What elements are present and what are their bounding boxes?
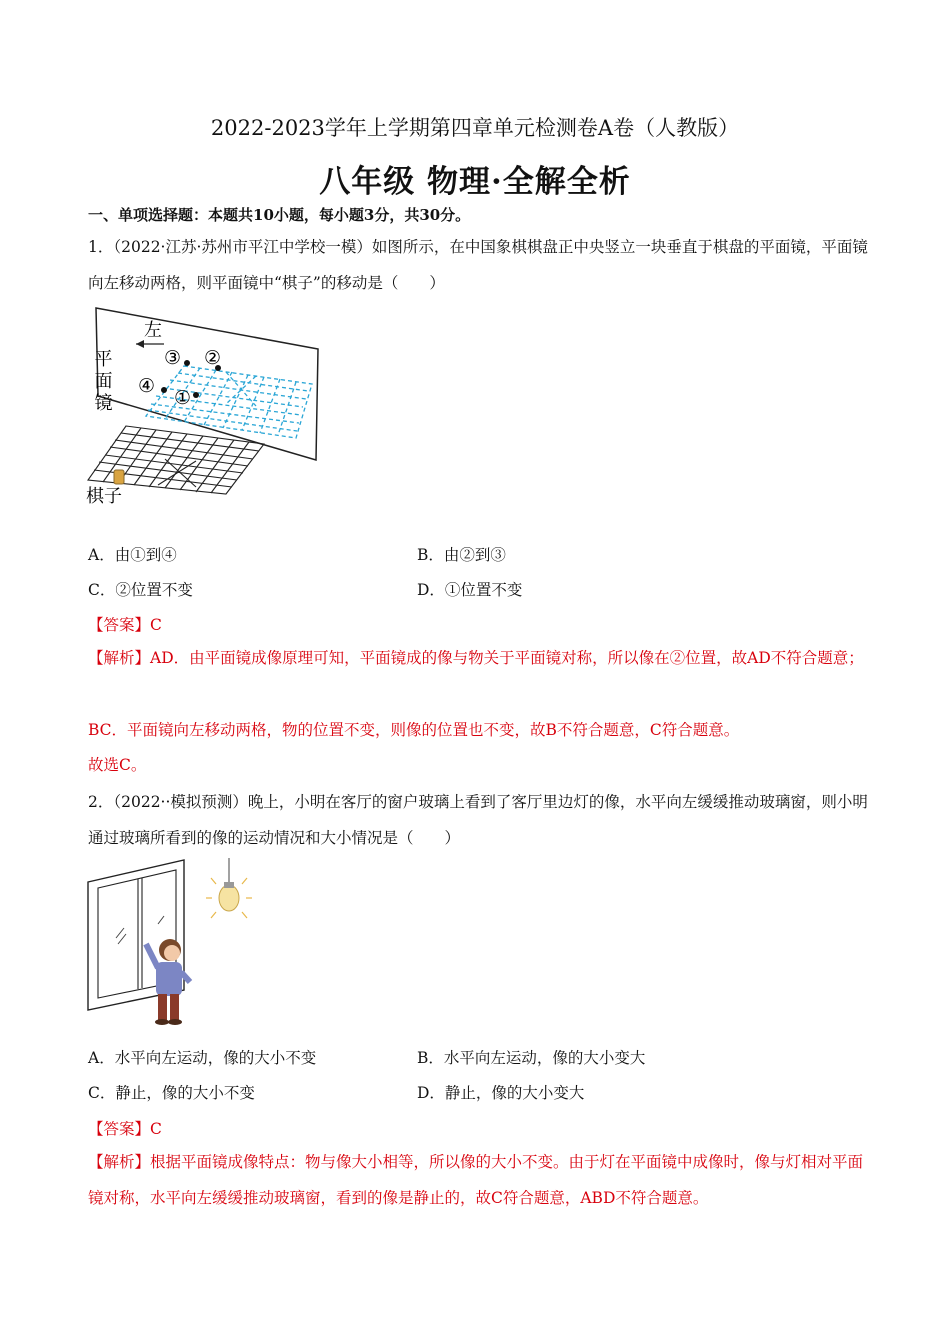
lamp-bulb-icon <box>219 885 239 911</box>
chess-piece-icon <box>114 470 124 484</box>
mirror-label: 平面镜 <box>91 349 113 415</box>
q2-answer: 【答案】C <box>88 1120 162 1138</box>
marker-4: ④ <box>138 375 156 397</box>
piece-label: 棋子 <box>86 486 122 507</box>
q2-option-b[interactable]: B．水平向左运动，像的大小变大 <box>417 1049 646 1067</box>
question-2-stem: 2．（2022··模拟预测）晚上，小明在客厅的窗户玻璃上看到了客厅里边灯的像，水平向左缓缓推动玻璃窗，则小明通过玻璃所看到的像的运动情况和大小情况是（ ） <box>88 793 868 847</box>
q1-analysis-2: BC．平面镜向左移动两格，物的位置不变，则像的位置也不变，故B不符合题意，C符合题意。 <box>88 721 740 739</box>
point-1-dot <box>193 392 199 398</box>
q2-option-c[interactable]: C．静止，像的大小不变 <box>88 1084 255 1102</box>
q1-option-a[interactable]: A．由①到④ <box>88 546 177 564</box>
section-heading: 一、单项选择题：本题共10小题，每小题3分，共30分。 <box>88 206 471 224</box>
q2-option-d[interactable]: D．静止，像的大小变大 <box>417 1084 585 1102</box>
q1-analysis-3: 故选C。 <box>88 756 147 774</box>
marker-1: ① <box>174 387 192 409</box>
question-1-stem: 1．（2022·江苏·苏州市平江中学校一模）如图所示，在中国象棋棋盘正中央竖立一块垂直于棋盘的平面镜，平面镜向左移动两格，则平面镜中“棋子”的移动是（ ） <box>88 238 868 292</box>
left-label: 左 <box>144 320 162 341</box>
marker-2: ② <box>204 347 222 369</box>
q2-analysis: 【解析】根据平面镜成像特点：物与像大小相等，所以像的大小不变。由于灯在平面镜中成像时，像与灯相对平面镜对称，水平向左缓缓推动玻璃窗，看到的像是静止的，故C符合题意，ABD不符合题意。 <box>88 1153 864 1207</box>
q1-option-d[interactable]: D．①位置不变 <box>417 581 523 599</box>
window-lamp-figure <box>86 858 256 1030</box>
point-3-dot <box>184 360 190 366</box>
q1-option-b[interactable]: B．由②到③ <box>417 546 506 564</box>
page-subtitle: 八年级 物理·全解全析 <box>319 164 631 200</box>
q1-answer: 【答案】C <box>88 616 162 634</box>
q1-option-c[interactable]: C．②位置不变 <box>88 581 193 599</box>
chessboard-mirror-figure <box>86 304 326 510</box>
boy-body <box>156 962 182 996</box>
marker-3: ③ <box>164 347 182 369</box>
page-title: 2022-2023学年上学期第四章单元检测卷A卷（人教版） <box>210 116 740 140</box>
q1-analysis-1: 【解析】AD．由平面镜成像原理可知，平面镜成的像与物关于平面镜对称，所以像在②位置，故AD不符合题意； <box>88 649 864 667</box>
q2-option-a[interactable]: A．水平向左运动，像的大小不变 <box>88 1049 317 1067</box>
point-4-dot <box>161 387 167 393</box>
